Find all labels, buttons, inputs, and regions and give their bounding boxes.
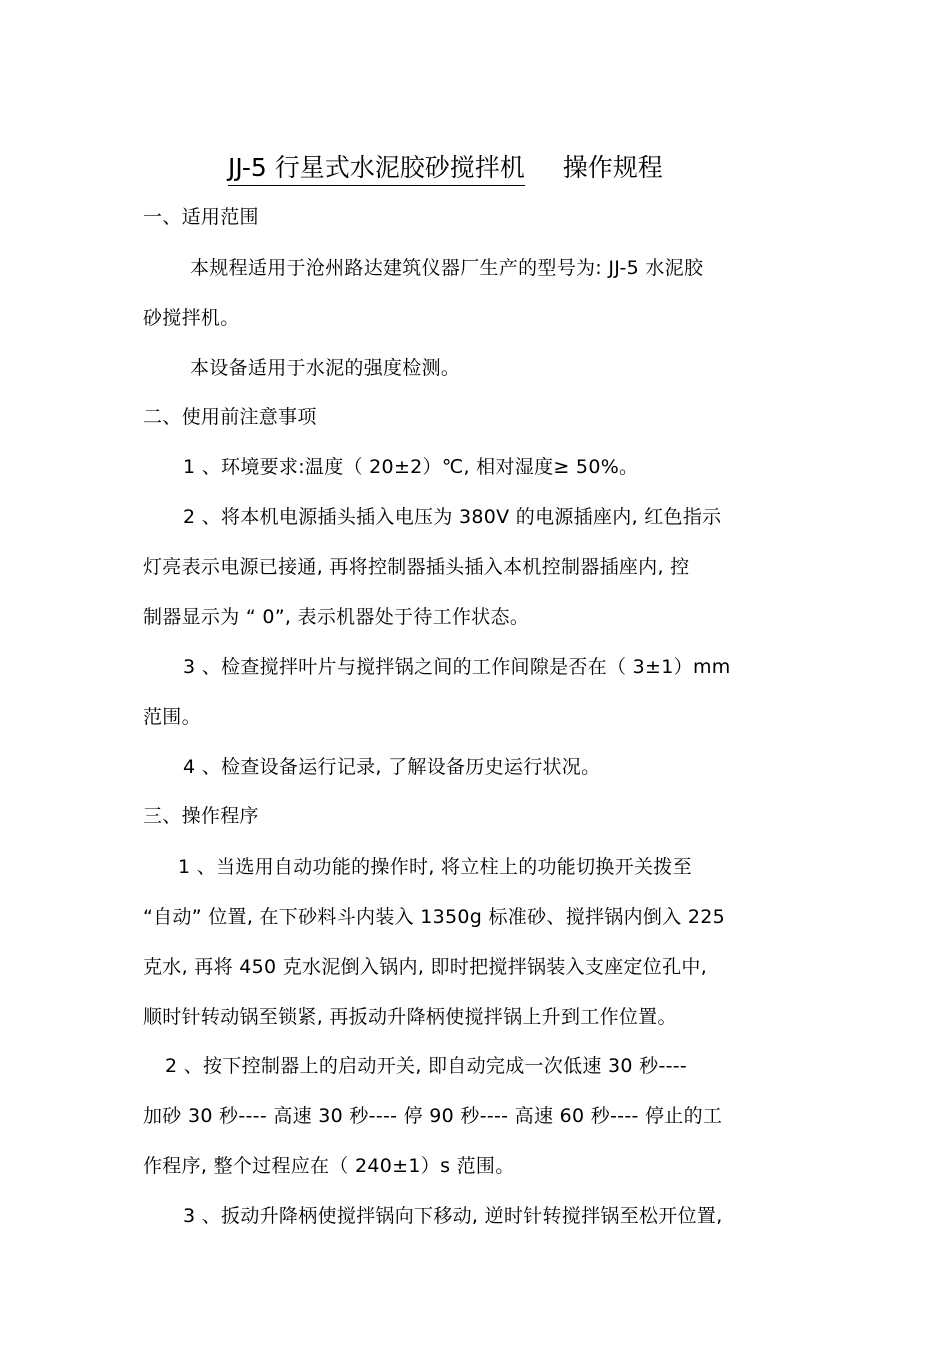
list-item-continuation: 灯亮表示电源已接通, 再将控制器插头插入本机控制器插座内, 控 (143, 556, 690, 578)
list-item-continuation: 范围。 (143, 706, 201, 728)
list-item: 1 、当选用自动功能的操作时, 将立柱上的功能切换开关拨至 (178, 856, 692, 878)
paragraph-line: 本设备适用于水泥的强度检测。 (190, 357, 461, 379)
list-item: 4 、检查设备运行记录, 了解设备历史运行状况。 (183, 756, 601, 778)
list-item-continuation: 制器显示为 “ 0”, 表示机器处于待工作状态。 (143, 606, 530, 628)
list-item: 3 、检查搅拌叶片与搅拌锅之间的工作间隙是否在（ 3±1）mm (183, 656, 731, 678)
list-item-continuation: 作程序, 整个过程应在（ 240±1）s 范围。 (143, 1155, 515, 1177)
title-main: JJ-5 行星式水泥胶砂搅拌机 (228, 153, 525, 186)
list-item: 3 、扳动升降柄使搅拌锅向下移动, 逆时针转搅拌锅至松开位置, (183, 1205, 723, 1227)
list-item: 2 、将本机电源插头插入电压为 380V 的电源插座内, 红色指示 (183, 506, 722, 528)
list-item: 1 、环境要求:温度（ 20±2）℃, 相对湿度≥ 50%。 (183, 456, 639, 478)
document-title (228, 153, 663, 186)
section-heading-scope: 一、适用范围 (143, 206, 259, 228)
paragraph-line: 砂搅拌机。 (143, 307, 240, 329)
section-heading-precautions: 二、使用前注意事项 (143, 406, 317, 428)
list-item-continuation: 顺时针转动锅至锁紧, 再扳动升降柄使搅拌锅上升到工作位置。 (143, 1006, 677, 1028)
list-item-continuation: “自动” 位置, 在下砂料斗内装入 1350g 标准砂、搅拌锅内倒入 225 (143, 906, 726, 928)
title-sub: 操作规程 (562, 153, 663, 182)
list-item-continuation: 加砂 30 秒---- 高速 30 秒---- 停 90 秒---- 高速 60 秒---- 停止的工 (143, 1105, 723, 1127)
section-heading-procedure: 三、操作程序 (143, 805, 259, 827)
paragraph-line: 本规程适用于沧州路达建筑仪器厂生产的型号为: JJ-5 水泥胶 (190, 257, 704, 279)
list-item: 2 、按下控制器上的启动开关, 即自动完成一次低速 30 秒---- (165, 1055, 688, 1077)
list-item-continuation: 克水, 再将 450 克水泥倒入锅内, 即时把搅拌锅装入支座定位孔中, (143, 956, 708, 978)
